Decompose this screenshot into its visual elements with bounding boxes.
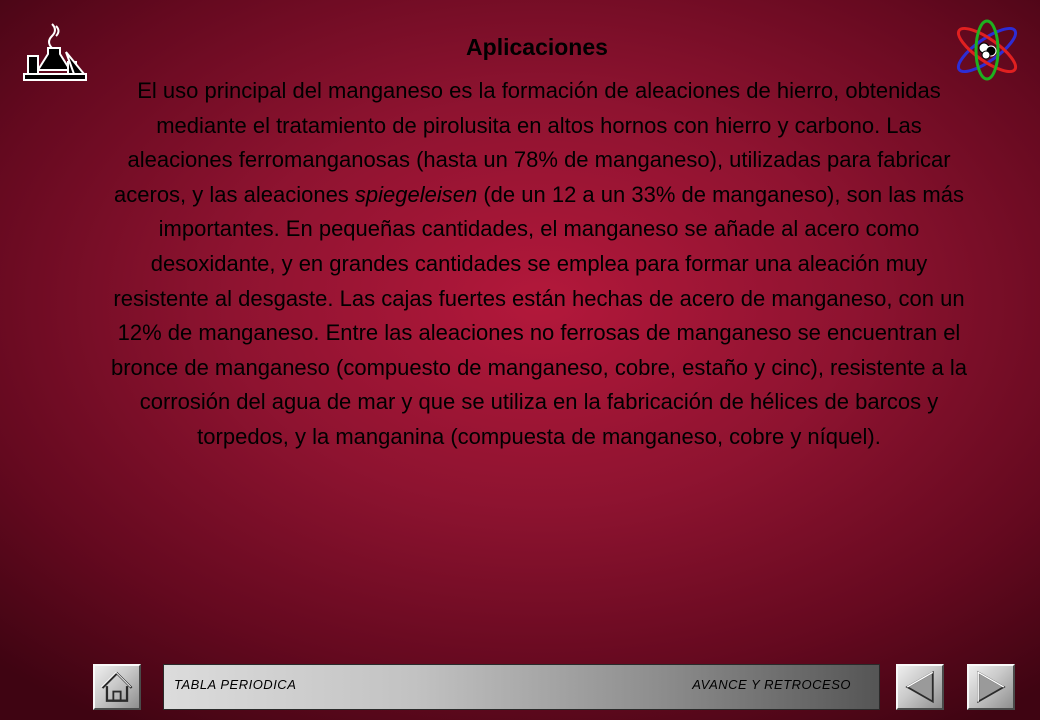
next-button[interactable] [967, 664, 1015, 710]
forward-back-link[interactable]: AVANCE Y RETROCESO [692, 677, 851, 692]
body-text-part-1: El uso principal del manganeso es la formación de aleaciones de hierro, obtenidas mediante el tratamiento de pirolusita en altos hornos con hierro y carbono. Las aleaciones ferromanganosas (hasta un 78% de manganeso), utilizadas para fabricar aceros, y las aleaciones [114, 78, 951, 207]
previous-button[interactable] [896, 664, 944, 710]
slide-title: Aplicaciones [466, 34, 608, 60]
slide-body-text [104, 74, 974, 455]
triangle-right-icon [969, 666, 1013, 708]
triangle-left-icon [898, 666, 942, 708]
home-icon [95, 666, 139, 708]
body-text-italic-term: spiegeleisen [354, 181, 478, 207]
periodic-table-link[interactable]: TABLA PERIODICA [174, 677, 297, 692]
home-button[interactable] [93, 664, 141, 710]
navigation-bar [163, 664, 880, 710]
body-text-part-2: (de un 12 a un 33% de manganeso), son las más importantes. En pequeñas cantidades, el manganeso se añade al acero como desoxidante, y en grandes cantidades se emplea para formar una aleación muy resistente al desgaste. Las cajas fuertes están hechas de acero de manganeso, con un 12% de manganeso. Entre las aleaciones no ferrosas de manganeso se encuentran el bronce de manganeso (compuesto de manganeso, cobre, estaño y cinc), resistente a la corrosión del agua de mar y que se utiliza en la fabricación de hélices de barcos y torpedos, y la manganina (compuesta de manganeso, cobre y níquel). [110, 181, 968, 449]
